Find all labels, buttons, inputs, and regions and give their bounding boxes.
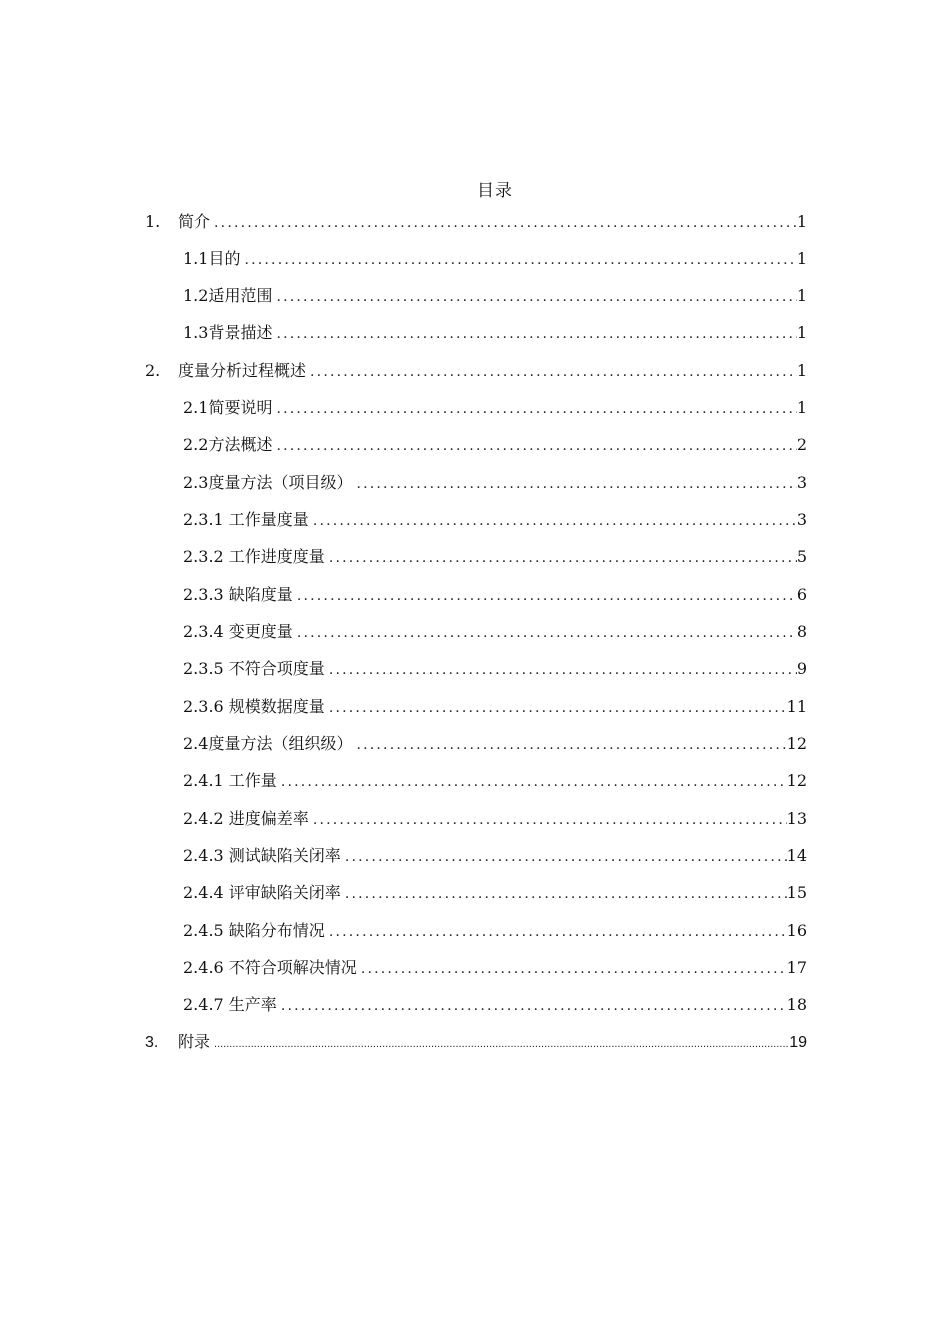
toc-entry-label: 2.3度量方法（项目级） bbox=[183, 473, 353, 492]
toc-entry-background[interactable] bbox=[183, 321, 807, 345]
dot-leader bbox=[277, 770, 787, 793]
dot-leader bbox=[352, 733, 786, 756]
dot-leader bbox=[272, 285, 796, 308]
toc-entry-label: 2.4.3 测试缺陷关闭率 bbox=[183, 846, 341, 865]
toc-entry-label: 度量分析过程概述 bbox=[178, 361, 307, 380]
toc-entry-label: 2.4.6 不符合项解决情况 bbox=[183, 958, 357, 977]
toc-entry-label: 2.3.5 不符合项度量 bbox=[183, 659, 325, 678]
toc-entry-label: 2.2方法概述 bbox=[183, 435, 273, 454]
toc-entry-page: 1 bbox=[796, 398, 807, 417]
toc-entry-page: 1 bbox=[796, 323, 807, 342]
toc-entry-label: 1.3背景描述 bbox=[183, 323, 273, 342]
dot-leader bbox=[293, 621, 797, 644]
toc-entry-process-overview[interactable] bbox=[145, 359, 807, 383]
dot-leader bbox=[309, 509, 797, 532]
toc-entry-effort[interactable] bbox=[183, 508, 807, 532]
toc-entry-scope[interactable] bbox=[183, 284, 807, 308]
toc-entry-label: 1.2适用范围 bbox=[183, 286, 273, 305]
toc-entry-nonconformity[interactable] bbox=[183, 657, 807, 681]
toc-entry-project-method[interactable] bbox=[183, 471, 807, 495]
toc-entry-label: 2.4度量方法（组织级） bbox=[183, 734, 353, 753]
toc-entry-review-defect-closure[interactable] bbox=[183, 881, 807, 905]
dot-leader bbox=[293, 584, 797, 607]
toc-entry-page: 12 bbox=[786, 734, 807, 753]
toc-entry-page: 16 bbox=[786, 921, 807, 940]
toc-entry-page: 18 bbox=[786, 995, 807, 1014]
toc-entry-number: 2. bbox=[145, 361, 161, 380]
toc-entry-page: 11 bbox=[786, 697, 807, 716]
toc-entry-page: 3 bbox=[796, 510, 807, 529]
toc-entry-page: 1 bbox=[796, 286, 807, 305]
toc-entry-page: 13 bbox=[786, 809, 807, 828]
toc-entry-label: 2.3.4 变更度量 bbox=[183, 622, 293, 641]
toc-entry-page: 12 bbox=[786, 771, 807, 790]
dot-leader bbox=[325, 546, 797, 569]
toc-entry-page: 14 bbox=[786, 846, 807, 865]
toc-entry-label: 2.4.1 工作量 bbox=[183, 771, 277, 790]
dot-leader bbox=[325, 696, 787, 719]
toc-entry-label: 2.4.5 缺陷分布情况 bbox=[183, 921, 325, 940]
toc-entry-label: 2.4.2 进度偏差率 bbox=[183, 809, 309, 828]
toc-entry-page: 17 bbox=[786, 958, 807, 977]
dot-leader bbox=[325, 920, 787, 943]
toc-entry-intro[interactable] bbox=[145, 210, 807, 234]
dot-leader bbox=[272, 397, 796, 420]
toc-entry-nonconformity-resolution[interactable] bbox=[183, 956, 807, 980]
dot-leader bbox=[341, 882, 787, 905]
toc-entry-page: 2 bbox=[796, 435, 807, 454]
dot-leader bbox=[325, 658, 797, 681]
dot-leader bbox=[240, 248, 796, 271]
toc-entry-page: 8 bbox=[796, 622, 807, 641]
toc-entry-purpose[interactable] bbox=[183, 247, 807, 271]
dot-leader bbox=[210, 211, 797, 234]
toc-entry-schedule-variance[interactable] bbox=[183, 807, 807, 831]
toc-entry-label: 2.3.2 工作进度度量 bbox=[183, 547, 325, 566]
toc-entry-page: 1 bbox=[796, 249, 807, 268]
toc-entry-page: 6 bbox=[796, 585, 807, 604]
dot-leader bbox=[272, 322, 796, 345]
toc-entry-appendix[interactable] bbox=[145, 1031, 807, 1055]
toc-entry-productivity[interactable] bbox=[183, 993, 807, 1017]
toc-entry-label: 2.4.4 评审缺陷关闭率 bbox=[183, 883, 341, 902]
dot-leader bbox=[309, 808, 787, 831]
toc-entry-brief[interactable] bbox=[183, 396, 807, 420]
dot-leader bbox=[210, 1032, 789, 1055]
toc-entry-label: 2.3.6 规模数据度量 bbox=[183, 697, 325, 716]
toc-entry-label: 2.3.1 工作量度量 bbox=[183, 510, 309, 529]
toc-entry-defect[interactable] bbox=[183, 583, 807, 607]
toc-entry-method-overview[interactable] bbox=[183, 433, 807, 457]
toc-entry-change[interactable] bbox=[183, 620, 807, 644]
dot-leader bbox=[352, 472, 796, 495]
toc-entry-size[interactable] bbox=[183, 695, 807, 719]
toc-entry-page: 9 bbox=[796, 659, 807, 678]
dot-leader bbox=[272, 434, 796, 457]
toc-entry-schedule[interactable] bbox=[183, 545, 807, 569]
toc-entry-page: 19 bbox=[789, 1034, 807, 1051]
toc-entry-label: 2.3.3 缺陷度量 bbox=[183, 585, 293, 604]
dot-leader bbox=[341, 845, 787, 868]
toc-entry-page: 1 bbox=[796, 361, 807, 380]
toc-entry-label: 附录 bbox=[178, 1034, 211, 1051]
toc-entry-label: 简介 bbox=[178, 212, 211, 231]
dot-leader bbox=[357, 957, 787, 980]
toc-entry-test-defect-closure[interactable] bbox=[183, 844, 807, 868]
toc-entry-page: 5 bbox=[796, 547, 807, 566]
toc-entry-label: 2.1简要说明 bbox=[183, 398, 273, 417]
toc-entry-label: 2.4.7 生产率 bbox=[183, 995, 277, 1014]
toc-entry-page: 15 bbox=[786, 883, 807, 902]
toc-entry-number: 1. bbox=[145, 212, 161, 231]
toc-entry-defect-distribution[interactable] bbox=[183, 919, 807, 943]
toc-entry-page: 3 bbox=[796, 473, 807, 492]
toc-entry-number: 3. bbox=[145, 1034, 159, 1051]
toc-entry-org-effort[interactable] bbox=[183, 769, 807, 793]
toc-title: 目录 bbox=[477, 181, 513, 201]
dot-leader bbox=[277, 994, 787, 1017]
toc-entry-page: 1 bbox=[796, 212, 807, 231]
toc-entry-org-method[interactable] bbox=[183, 732, 807, 756]
toc-entry-label: 1.1目的 bbox=[183, 249, 241, 268]
dot-leader bbox=[306, 360, 797, 383]
